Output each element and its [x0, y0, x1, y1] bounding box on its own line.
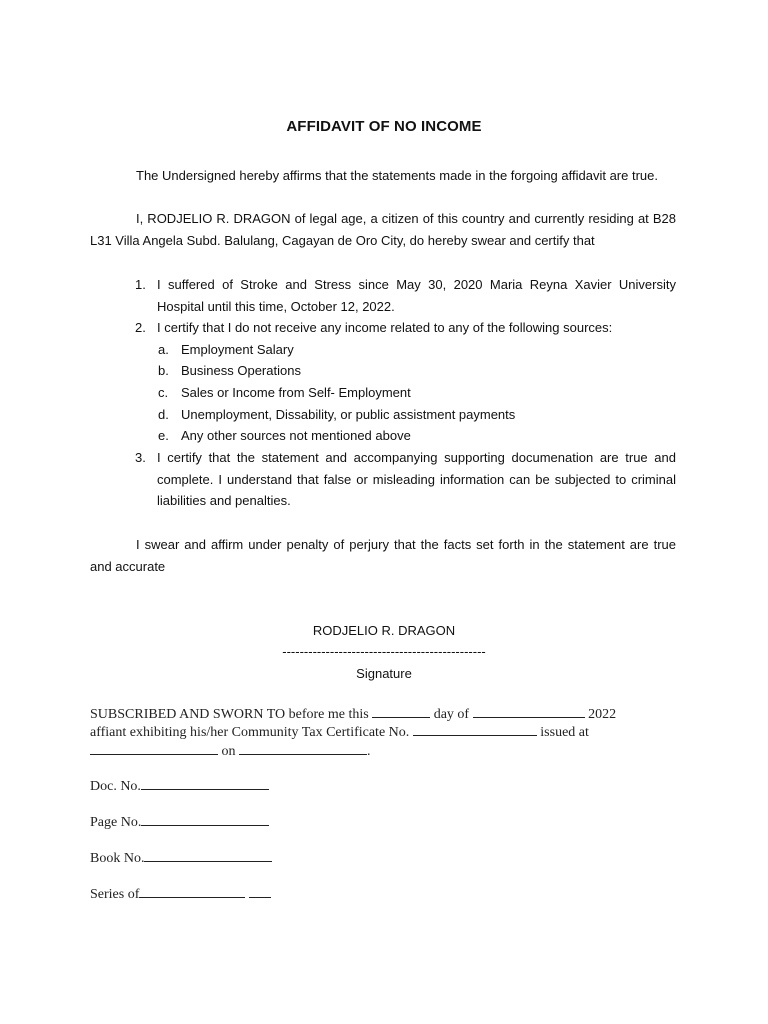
identity-paragraph: I, RODJELIO R. DRAGON of legal age, a citizen of this country and currently residing at B28 L31 Villa Angela Subd. Balulang, Cagayan de Oro City, do hereby swear and certify that: [90, 211, 676, 248]
item-text: I suffered of Stroke and Stress since May 30, 2020 Maria Reyna Xavier University Hospital until this time, October 12, 2022.: [157, 277, 676, 314]
ctc-number-blank: [413, 723, 537, 736]
jurat-line-3: on .: [90, 742, 690, 760]
day-blank: [372, 705, 430, 718]
issued-at-blank: [90, 742, 218, 755]
item-marker: 2.: [135, 320, 146, 335]
doc-no-blank: [141, 777, 269, 790]
book-no-blank: [144, 849, 272, 862]
intro-paragraph: The Undersigned hereby affirms that the statements made in the forgoing affidavit are true.: [136, 168, 658, 183]
jurat-line-1: SUBSCRIBED AND SWORN TO before me this day of 2022: [90, 707, 617, 722]
numbered-item-2: [135, 317, 676, 339]
source-item-c: c. Sales or Income from Self- Employment: [158, 385, 411, 400]
doc-no-field: Doc. No.: [90, 777, 269, 795]
affiant-name: RODJELIO R. DRAGON: [312, 623, 456, 638]
item-marker: 1.: [135, 277, 146, 292]
series-blank: [139, 885, 245, 898]
signature-label: Signature: [356, 666, 412, 681]
series-of-field: Series of: [90, 885, 271, 903]
oath-paragraph: I swear and affirm under penalty of perjury that the facts set forth in the statement are true and accurate: [90, 537, 676, 574]
source-item-a: a. Employment Salary: [158, 342, 294, 357]
source-item-e: e. Any other sources not mentioned above: [158, 428, 411, 443]
signature-line: -----------------------------------------------: [282, 644, 486, 659]
page-no-blank: [141, 813, 269, 826]
item-text: I certify that I do not receive any income related to any of the following sources:: [157, 320, 613, 335]
numbered-item-3: [135, 447, 676, 512]
month-blank: [473, 705, 585, 718]
book-no-field: Book No.: [90, 849, 272, 867]
numbered-item-1: [135, 274, 676, 317]
item-marker: 3.: [135, 450, 146, 465]
series-year-blank: [249, 885, 271, 898]
jurat-line-2: affiant exhibiting his/her Community Tax Certificate No. issued at: [90, 725, 589, 740]
item-text: I certify that the statement and accompanying supporting documenation are true and complete. I understand that false or misleading information can be subjected to criminal liabilities and penalties.: [157, 450, 676, 508]
issued-on-blank: [239, 742, 367, 755]
source-item-d: d. Unemployment, Dissability, or public assistment payments: [158, 407, 516, 422]
source-item-b: b. Business Operations: [158, 363, 301, 378]
document-title: AFFIDAVIT OF NO INCOME: [286, 118, 482, 135]
page-no-field: Page No.: [90, 813, 269, 831]
